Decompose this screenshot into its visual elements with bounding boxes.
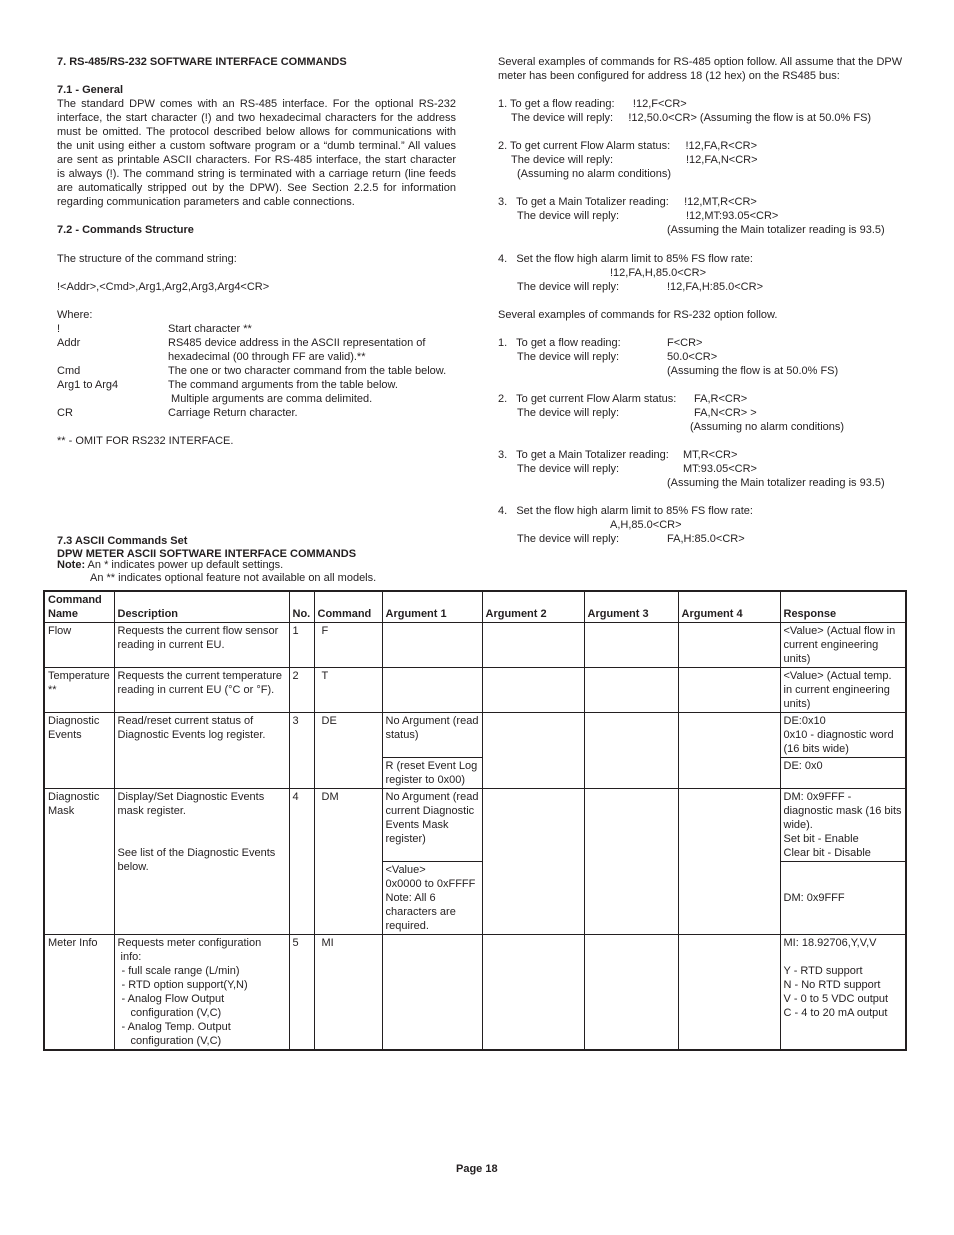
cell-description: Read/reset current status of Diagnostic Events log register. [114,713,289,789]
header-argument-2: Argument 2 [482,591,584,623]
def-desc: The command arguments from the table below. [168,379,398,391]
cell-arg4 [678,789,780,935]
cell-command: MI [314,935,382,1051]
rs485-intro: Several examples of commands for RS-485 option follow. All assume that the DPW [498,56,903,68]
def-term: Arg1 to Arg4 [57,379,119,391]
section-heading: 7. RS-485/RS-232 SOFTWARE INTERFACE COMMANDS [57,56,347,68]
where-label: Where: [57,309,93,321]
cell-name: Diagnostic Mask [44,789,114,935]
rs485-example-4: 4. Set the flow high alarm limit to 85% FS flow rate: [498,253,753,265]
rs232-example-1-reply: The device will reply: [517,351,620,363]
table-row [44,668,906,713]
rs232-example-4-reply: The device will reply: [517,533,620,545]
rs232-example-3-reply-value: MT:93.05<CR> [683,463,757,475]
cell-no: 3 [289,713,314,789]
def-desc: The one or two character command from the table below. [168,365,447,377]
ascii-note-1 [57,559,283,571]
cell-arg1 [382,623,482,668]
note-label: Note: [57,559,86,571]
rs485-example-2-reply: The device will reply: [511,154,614,166]
cell-arg2 [482,789,584,935]
cell-name: Flow [44,623,114,668]
header-argument-3: Argument 3 [584,591,678,623]
general-heading: 7.1 - General [57,84,124,96]
rs232-intro: Several examples of commands for RS-232 option follow. [498,309,778,321]
def-desc: Start character ** [168,323,252,335]
rs232-example-2-reply-value: FA,N<CR> > [694,407,757,419]
rs485-example-4-value: !12,FA,H:85.0<CR> [667,281,763,293]
header-command-name: Command Name [44,591,114,623]
ascii-subheading: DPW METER ASCII SOFTWARE INTERFACE COMMANDS [57,548,357,560]
rs232-example-4-reply-value: FA,H:85.0<CR> [667,533,745,545]
cell-arg3 [584,789,678,935]
rs232-example-1-note: (Assuming the flow is at 50.0% FS) [667,365,839,377]
cell-description: Requests the current flow sensor reading in current EU. [114,623,289,668]
header-argument-1: Argument 1 [382,591,482,623]
rs232-example-3-reply: The device will reply: [517,463,620,475]
cell-arg1 [382,668,482,713]
cell-command: T [314,668,382,713]
rs232-example-1: 1. To get a flow reading: [498,337,621,349]
def-desc: Multiple arguments are comma delimited. [168,393,373,405]
rs485-example-2-value: !12,FA,N<CR> [686,154,758,166]
cell-arg2 [482,713,584,789]
cell-arg4 [678,713,780,789]
cell-command: DE [314,713,382,789]
cell-name: Temperature ** [44,668,114,713]
cell-response: <Value> (Actual temp. in current engineering units) [780,668,906,713]
def-desc: RS485 device address in the ASCII representation of [168,337,426,349]
cell-no: 1 [289,623,314,668]
rs232-example-4-command: A,H,85.0<CR> [610,519,682,531]
cell-description: Requests the current temperature reading in current EU (°C or °F). [114,668,289,713]
table-header-row [44,591,906,623]
cell-description: Requests meter configuration info: - full scale range (L/min) - RTD option support(Y,N) - Analog Flow Output configuration (V,C) - Analog Temp. Output configuration (V,C) [114,935,289,1051]
rs485-example-3-value: !12,MT:93.05<CR> [686,210,779,222]
rs232-example-1-value: F<CR> [667,337,703,349]
cell-response: DM: 0x9FFF - diagnostic mask (16 bits wide). Set bit - Enable Clear bit - Disable [780,789,906,862]
cell-no: 5 [289,935,314,1051]
header-no: No. [289,591,314,623]
cell-command: F [314,623,382,668]
cell-response: DE: 0x0 [780,758,906,789]
rs232-example-2-reply: The device will reply: [517,407,620,419]
rs485-example-1-reply: The device will reply: !12,50.0<CR> (Assuming the flow is at 50.0% FS) [511,112,872,124]
structure-heading: 7.2 - Commands Structure [57,224,194,236]
cell-arg4 [678,668,780,713]
table-row [44,713,906,758]
cell-arg3 [584,713,678,789]
cell-arg2 [482,668,584,713]
cell-no: 4 [289,789,314,935]
table-row [44,935,906,1051]
cell-arg3 [584,668,678,713]
structure-intro: The structure of the command string: [57,253,237,265]
header-command: Command [314,591,382,623]
rs485-example-4-reply: The device will reply: [517,281,620,293]
ascii-heading: 7.3 ASCII Commands Set [57,535,188,547]
table-row [44,789,906,862]
rs485-example-3-reply: The device will reply: [517,210,620,222]
cell-arg2 [482,935,584,1051]
structure-string: !<Addr>,<Cmd>,Arg1,Arg2,Arg3,Arg4<CR> [57,281,270,293]
cell-response: <Value> (Actual flow in current engineering units) [780,623,906,668]
cell-command: DM [314,789,382,935]
cell-response: DM: 0x9FFF [780,862,906,935]
cell-arg4 [678,623,780,668]
cell-name: Diagnostic Events [44,713,114,789]
rs485-example-2-note: (Assuming no alarm conditions) [517,168,672,180]
rs485-example-2: 2. To get current Flow Alarm status: !12,FA,R<CR> [498,140,758,152]
rs485-intro: meter has been configured for address 18 (12 hex) on the RS485 bus: [498,70,840,82]
cell-response: DE:0x10 0x10 - diagnostic word (16 bits wide) [780,713,906,758]
rs485-example-4-command: !12,FA,H,85.0<CR> [610,267,706,279]
rs232-example-3: 3. To get a Main Totalizer reading: [498,449,669,461]
def-desc: Carriage Return character. [168,407,298,419]
cell-arg3 [584,935,678,1051]
omit-note: ** - OMIT FOR RS232 INTERFACE. [57,435,234,447]
ascii-note-2: An ** indicates optional feature not available on all models. [90,572,377,584]
rs485-example-3: 3. To get a Main Totalizer reading: !12,MT,R<CR> [498,196,757,208]
commands-table [43,590,907,1051]
rs232-example-1-reply-value: 50.0<CR> [667,351,718,363]
cell-arg4 [678,935,780,1051]
rs485-example-3-note: (Assuming the Main totalizer reading is 93.5) [667,224,885,236]
header-argument-4: Argument 4 [678,591,780,623]
rs485-example-1: 1. To get a flow reading: !12,F<CR> [498,98,687,110]
rs232-example-2: 2. To get current Flow Alarm status: [498,393,677,405]
cell-no: 2 [289,668,314,713]
def-term: ! [57,323,61,335]
rs232-example-3-note: (Assuming the Main totalizer reading is 93.5) [667,477,885,489]
cell-arg1 [382,935,482,1051]
page-number: Page 18 [456,1163,498,1175]
cell-description: Display/Set Diagnostic Events mask register. See list of the Diagnostic Events below. [114,789,289,935]
table-row [44,623,906,668]
rs232-example-2-note: (Assuming no alarm conditions) [690,421,845,433]
def-term: CR [57,407,73,419]
def-term: Cmd [57,365,81,377]
cell-response: MI: 18.92706,Y,V,V Y - RTD support N - No RTD support V - 0 to 5 VDC output C - 4 to 20 mA output [780,935,906,1051]
cell-arg3 [584,623,678,668]
def-term: Addr [57,337,81,349]
cell-arg1: R (reset Event Log register to 0x00) [382,758,482,789]
cell-arg1: No Argument (read status) [382,713,482,758]
cell-arg1: No Argument (read current Diagnostic Events Mask register) [382,789,482,862]
rs232-example-3-value: MT,R<CR> [683,449,738,461]
general-paragraph: The standard DPW comes with an RS-485 interface. For the optional RS-232 interface, the start character (!) and two hexadecimal characters for the address must be omitted. The protocol described below allows for communications with the unit using either a custom software program or a “dumb terminal.” All values are sent as printable ASCII characters. For RS-485 interface, the start character is always (!). The command string is terminated with a carriage return (line feeds are automatically stripped out by the DPW). See Section 2.2.5 for information regarding communication parameters and cable connections. [57,98,456,208]
cell-arg2 [482,623,584,668]
rs232-example-2-value: FA,R<CR> [694,393,748,405]
rs232-example-4: 4. Set the flow high alarm limit to 85% FS flow rate: [498,505,753,517]
cell-arg1: <Value> 0x0000 to 0xFFFF Note: All 6 characters are required. [382,862,482,935]
cell-name: Meter Info [44,935,114,1051]
note-text: An * indicates power up default settings. [85,559,284,571]
def-desc: hexadecimal (00 through FF are valid).** [168,351,366,363]
header-description: Description [114,591,289,623]
header-response: Response [780,591,906,623]
